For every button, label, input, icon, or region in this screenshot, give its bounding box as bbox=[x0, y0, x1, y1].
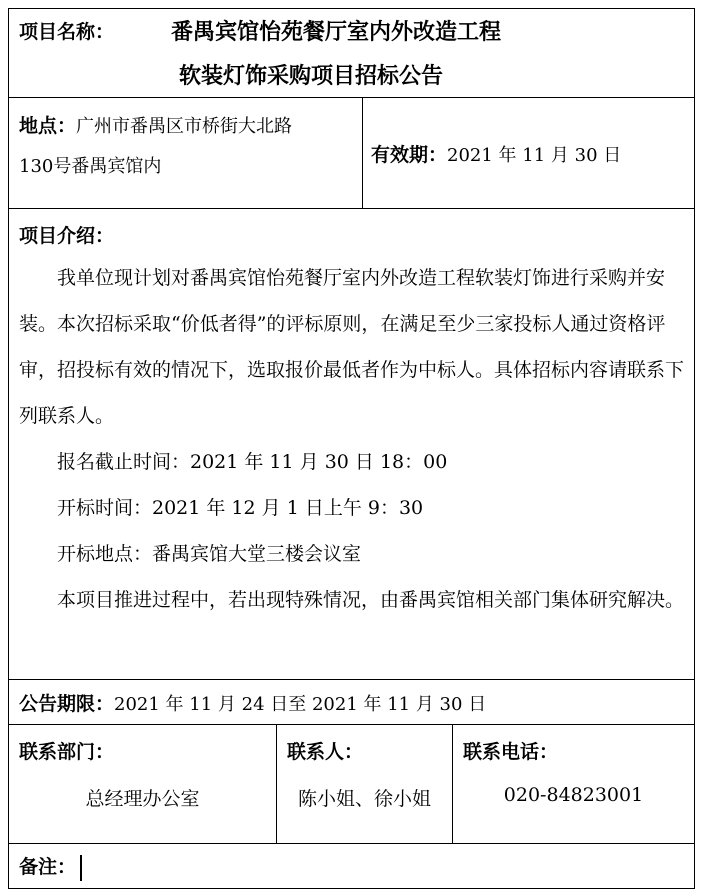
validity-label: 有效期： bbox=[371, 143, 448, 166]
dept-value: 总经理办公室 bbox=[85, 788, 200, 810]
text-cursor bbox=[80, 855, 82, 881]
dept-cell bbox=[9, 725, 277, 844]
title-cell bbox=[9, 9, 695, 98]
dept-label: 联系部门： bbox=[19, 741, 115, 763]
validity-value: 2021 年 11 月 30 日 bbox=[447, 144, 622, 166]
period-label: 公告期限： bbox=[19, 692, 115, 715]
location-value-line2: 130号番禺宾馆内 bbox=[19, 156, 162, 177]
project-title-line2: 软装灯饰采购项目招标公告 bbox=[179, 64, 444, 89]
opening-time: 开标时间：2021 年 12 月 1 日上午 9：30 bbox=[57, 497, 424, 519]
title-row bbox=[9, 9, 695, 98]
contact-row bbox=[9, 725, 695, 844]
intro-cell bbox=[9, 209, 695, 680]
period-row bbox=[9, 680, 695, 725]
location-value-line1: 广州市番禺区市桥街大北路 bbox=[76, 116, 293, 137]
signup-deadline: 报名截止时间：2021 年 11 月 30 日 18：00 bbox=[57, 451, 448, 473]
intro-row bbox=[9, 209, 695, 680]
project-title-line1: 番禺宾馆怡苑餐厅室内外改造工程 bbox=[171, 20, 502, 45]
location-label: 地点： bbox=[19, 115, 77, 137]
location-cell bbox=[9, 98, 363, 209]
intro-paragraph: 我单位现计划对番禺宾馆怡苑餐厅室内外改造工程软装灯饰进行采购并安装。本次招标采取“价低者得”的评标原则，在满足至少三家投标人通过资格评审，招投标有效的情况下，选取报价最低者作为中标人。具体招标内容请联系下列联系人。 bbox=[19, 267, 685, 427]
intro-label: 项目介绍： bbox=[19, 225, 115, 247]
phone-value: 020-84823001 bbox=[503, 784, 644, 806]
validity-cell bbox=[363, 98, 695, 209]
phone-label: 联系电话： bbox=[463, 741, 559, 763]
note-label: 备注： bbox=[19, 855, 77, 878]
project-name-label: 项目名称： bbox=[19, 21, 115, 43]
opening-place: 开标地点：番禺宾馆大堂三楼会议室 bbox=[57, 543, 362, 565]
period-value: 2021 年 11 月 24 日至 2021 年 11 月 30 日 bbox=[114, 693, 487, 715]
phone-cell bbox=[453, 725, 695, 844]
person-value: 陈小姐、徐小姐 bbox=[297, 788, 431, 810]
location-row bbox=[9, 98, 695, 209]
announcement-table bbox=[8, 8, 695, 889]
note-row bbox=[9, 844, 695, 889]
period-cell bbox=[9, 680, 695, 725]
person-label: 联系人： bbox=[287, 741, 364, 763]
announcement-form bbox=[8, 8, 694, 889]
closing-note: 本项目推进过程中，若出现特殊情况，由番禺宾馆相关部门集体研究解决。 bbox=[57, 589, 685, 611]
person-cell bbox=[277, 725, 453, 844]
note-cell[interactable] bbox=[9, 844, 695, 889]
